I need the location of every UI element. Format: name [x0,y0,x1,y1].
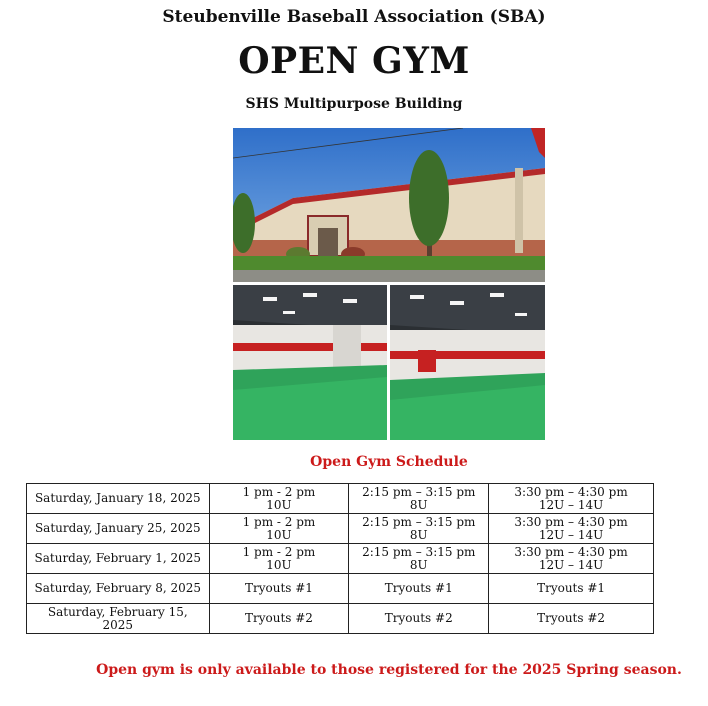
slot-age-group: 8U [409,497,428,512]
slot-age-group: 8U [409,557,428,572]
building-exterior-photo [233,128,545,282]
gym-interior-right-photo [390,285,545,440]
venue-name: SHS Multipurpose Building [245,96,463,112]
schedule-date: Saturday, February 1, 2025 [27,544,210,574]
slot-time: Tryouts #2 [384,611,453,625]
registration-notice: Open gym is only available to those registered for the 2025 Spring season. [96,662,682,678]
schedule-slot [209,574,349,604]
slot-age-group: 12U – 14U [538,557,604,572]
slot-age-group: 10U [266,497,292,512]
slot-age-group: 10U [266,527,292,542]
page-title: OPEN GYM [238,40,470,82]
slot-time: 3:30 pm – 4:30 pm [514,544,628,559]
slot-time: Tryouts #1 [244,581,313,595]
slot-time: 3:30 pm – 4:30 pm [514,484,628,499]
schedule-row [27,514,654,544]
schedule-slot [349,604,489,634]
schedule-slot [489,514,654,544]
slot-time: 1 pm - 2 pm [242,484,316,499]
slot-time: Tryouts #1 [537,581,606,595]
slot-time: 2:15 pm – 3:15 pm [362,514,476,529]
slot-age-group: 8U [409,527,428,542]
schedule-slot [489,574,654,604]
slot-time: 1 pm - 2 pm [242,544,316,559]
slot-age-group: 10U [266,557,292,572]
slot-time: 3:30 pm – 4:30 pm [514,514,628,529]
slot-time: 2:15 pm – 3:15 pm [362,544,476,559]
schedule-slot [349,484,489,514]
schedule-date: Saturday, February 15, 2025 [27,604,210,634]
slot-age-group: 12U – 14U [538,527,604,542]
schedule-date: Saturday, January 18, 2025 [27,484,210,514]
schedule-slot [349,514,489,544]
organization-name: Steubenville Baseball Association (SBA) [162,7,546,27]
slot-age-group: 12U – 14U [538,497,604,512]
schedule-slot [209,544,349,574]
schedule-row [27,544,654,574]
slot-time: Tryouts #2 [244,611,313,625]
schedule-row [27,484,654,514]
schedule-slot [349,574,489,604]
schedule-slot [209,604,349,634]
schedule-row [27,574,654,604]
schedule-slot [209,514,349,544]
schedule-slot [349,544,489,574]
schedule-date: Saturday, February 8, 2025 [27,574,210,604]
slot-time: Tryouts #2 [537,611,606,625]
slot-time: 2:15 pm – 3:15 pm [362,484,476,499]
schedule-table [26,483,654,634]
gym-interior-left-photo [233,285,387,440]
schedule-slot [209,484,349,514]
schedule-slot [489,484,654,514]
schedule-title: Open Gym Schedule [310,454,468,470]
schedule-slot [489,544,654,574]
schedule-date: Saturday, January 25, 2025 [27,514,210,544]
slot-time: Tryouts #1 [384,581,453,595]
schedule-slot [489,604,654,634]
schedule-row [27,604,654,634]
slot-time: 1 pm - 2 pm [242,514,316,529]
